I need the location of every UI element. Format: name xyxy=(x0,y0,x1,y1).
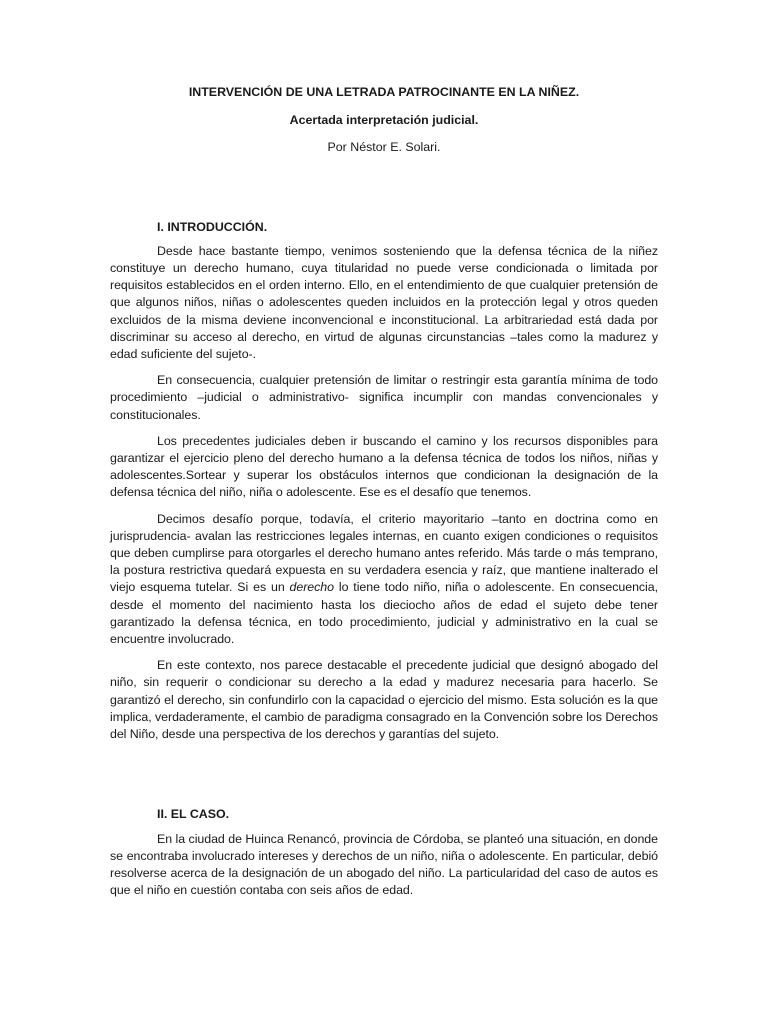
document-author: Por Néstor E. Solari. xyxy=(327,140,441,155)
document-body xyxy=(110,84,658,908)
emphasis-text: derecho xyxy=(289,580,334,595)
paragraph: Desde hace bastante tiempo, venimos sosteniendo que la defensa técnica de la niñez constituye un derecho humano, cuya titularidad no puede verse condicionada o limitada por requisitos establecidos en el orden interno. Ello, en el entendimiento de que cualquier pretensión de que algunos niños, niñas o adolescentes queden incluidos en la protección legal y otros queden excluidos de la misma deviene inconvencional e inconstitucional. La arbitrariedad está dada por discriminar su acceso al derecho, en virtud de algunas circunstancias –tales como la madurez y edad suficiente del sujeto-. xyxy=(110,243,658,362)
paragraph: Los precedentes judiciales deben ir buscando el camino y los recursos disponibles para garantizar el ejercicio pleno del derecho humano a la defensa técnica de todos los niños, niñas y adolescentes.Sortear y superar los obstáculos internos que condicionan la designación de la defensa técnica del niño, niña o adolescente. Ese es el desafío que tenemos. xyxy=(110,433,658,500)
spacer xyxy=(110,157,658,219)
section-el-caso xyxy=(110,806,658,899)
paragraph: En la ciudad de Huinca Renancó, provincia de Córdoba, se planteó una situación, en donde se encontraba involucrado intereses y derechos de un niño, niña o adolescente. En particular, debió resolverse acerca de la designación de un abogado del niño. La particularidad del caso de autos es que el niño en cuestión contaba con seis años de edad. xyxy=(110,831,658,898)
document-title: INTERVENCIÓN DE UNA LETRADA PATROCINANTE EN LA NIÑEZ. xyxy=(188,85,580,99)
section-heading: II. EL CASO. xyxy=(157,807,230,822)
spacer xyxy=(110,752,658,806)
paragraph-text: lo tiene todo niño, niña o adolescente. En consecuencia, desde el momento del nacimiento hasta los dieciocho años de edad el sujeto debe tener garantizado la defensa técnica, en todo procedimiento, judicial y administrativo en la cual se encuentre involucrado. xyxy=(110,580,658,647)
document-subtitle: Acertada interpretación judicial. xyxy=(289,113,479,128)
paragraph: En consecuencia, cualquier pretensión de limitar o restringir esta garantía mínima de todo procedimiento –judicial o administrativo- significa incumplir con mandas convencionales y constitucionales. xyxy=(110,373,658,422)
section-introduccion xyxy=(110,219,658,744)
section-heading: I. INTRODUCCIÓN. xyxy=(157,219,268,234)
paragraph-text: Decimos desafío porque, todavía, el criterio mayoritario –tanto en doctrina como en jurisprudencia- avalan las restricciones legales internas, en cuanto exigen condiciones o requisitos que deben cumplirse para otorgarles el derecho humano antes referido. Más tarde o más temprano, la postura restrictiva quedará expuesta en su verdadera esencia y raíz, que mantiene inalterado el viejo esquema tutelar. Si es un xyxy=(110,511,658,595)
paragraph xyxy=(110,511,658,649)
paragraph: En este contexto, nos parece destacable el precedente judicial que designó abogado del niño, sin requerir o condicionar su derecho a la edad y madurez necesaria para hacerlo. Se garantizó el derecho, sin confundirlo con la capacidad o ejercicio del mismo. Esta solución es la que implica, verdaderamente, el cambio de paradigma consagrado en la Convención sobre los Derechos del Niño, desde una perspectiva de los derechos y garantías del sujeto. xyxy=(110,658,658,742)
